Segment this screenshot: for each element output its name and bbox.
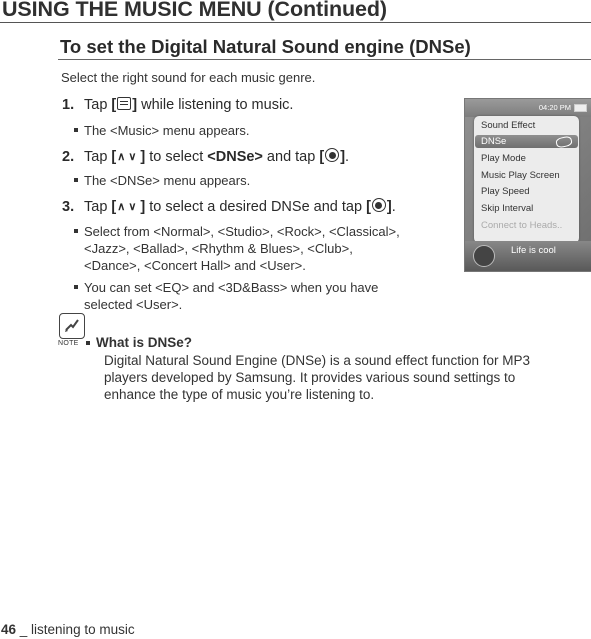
note-answer: Digital Natural Sound Engine (DNSe) is a sound effect function for MP3 players developed by Samsung. It provides various sound settings to enhance the type of music you’re listening to. bbox=[104, 353, 530, 402]
header-rule bbox=[0, 22, 591, 23]
note-question: What is DNSe? bbox=[96, 335, 193, 350]
menu-item-connect-headset[interactable]: Connect to Heads.. bbox=[481, 220, 563, 231]
menu-item-music-play-screen[interactable]: Music Play Screen bbox=[481, 170, 560, 181]
music-menu bbox=[474, 116, 579, 243]
battery-icon bbox=[574, 104, 587, 112]
up-down-icon: ∧∨ bbox=[117, 151, 140, 163]
step-number: 2. bbox=[62, 149, 75, 165]
intro-text: Select the right sound for each music genre. bbox=[61, 70, 316, 85]
menu-item-skip-interval[interactable]: Skip Interval bbox=[481, 203, 534, 214]
menu-item-play-mode[interactable]: Play Mode bbox=[481, 153, 526, 164]
step-number: 3. bbox=[62, 199, 75, 215]
step-1-bullet: The <Music> menu appears. bbox=[84, 123, 250, 138]
page-title: USING THE MUSIC MENU (Continued) bbox=[2, 0, 387, 21]
device-status-bar bbox=[465, 99, 591, 117]
menu-icon bbox=[117, 97, 131, 110]
page-number: 46 bbox=[1, 622, 17, 637]
menu-item-sound-effect[interactable]: Sound Effect bbox=[481, 120, 536, 131]
album-art-icon bbox=[473, 245, 495, 267]
menu-item-play-speed[interactable]: Play Speed bbox=[481, 186, 530, 197]
step-1: 1. Tap [ ] while listening to music. bbox=[62, 97, 294, 113]
step-3-bullet-user: You can set <EQ> and <3D&Bass> when you have selected <User>. bbox=[84, 280, 379, 312]
section-rule bbox=[58, 59, 591, 60]
device-screen bbox=[464, 98, 591, 272]
page-header bbox=[0, 0, 591, 26]
select-button-icon bbox=[325, 148, 339, 162]
now-playing-title: Life is cool bbox=[511, 245, 556, 256]
step-3-bullet-genres: Select from <Normal>, <Studio>, <Rock>, <Classical>, <Jazz>, <Ballad>, <Rhythm & Blues>, <Club>, <Dance>, <Concert Hall> and <User>. bbox=[84, 224, 400, 273]
dnse-icon bbox=[555, 135, 573, 148]
note-label: NOTE bbox=[58, 340, 79, 347]
step-2: 2. Tap [∧∨] to select <DNSe> and tap [ ]. bbox=[62, 149, 350, 165]
note-icon bbox=[59, 313, 85, 339]
page-footer bbox=[1, 622, 135, 637]
menu-item-dnse[interactable]: DNSe bbox=[481, 136, 507, 147]
footer-text: _ listening to music bbox=[16, 622, 135, 637]
step-3: 3. Tap [∧∨] to select a desired DNSe and tap [ ]. bbox=[62, 199, 396, 215]
device-clock: 04:20 PM bbox=[538, 103, 571, 112]
section-title: To set the Digital Natural Sound engine (DNSe) bbox=[60, 36, 471, 57]
step-number: 1. bbox=[62, 97, 75, 113]
select-button-icon bbox=[372, 198, 386, 212]
step-2-bullet: The <DNSe> menu appears. bbox=[84, 173, 251, 188]
up-down-icon: ∧∨ bbox=[117, 201, 140, 213]
